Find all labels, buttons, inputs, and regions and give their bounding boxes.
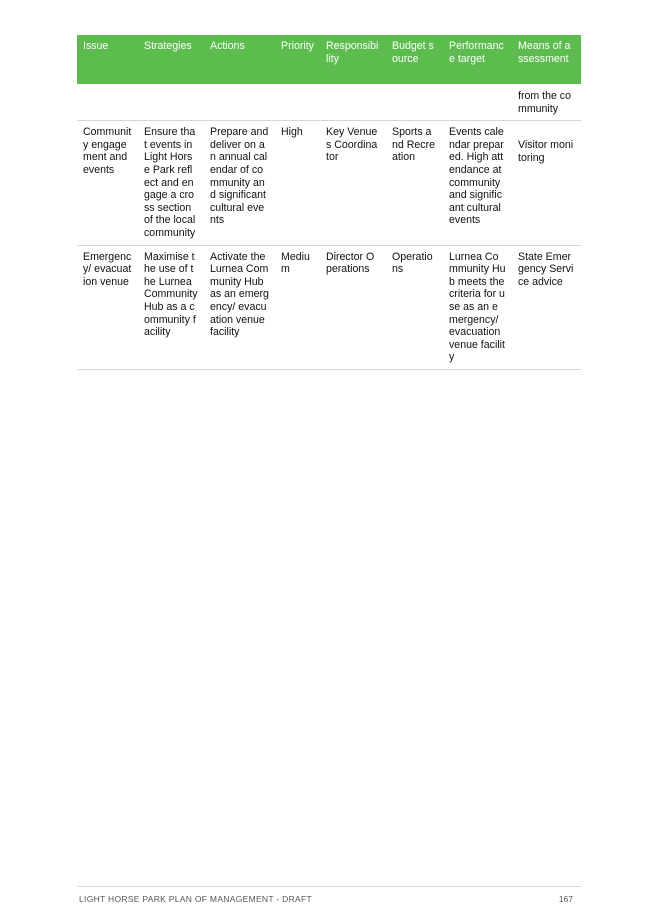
cell-performance-target: Lurnea Community Hub meets the criteria for use as an emergency/ evacuation venue facility: [443, 245, 512, 369]
header-budget-source: Budget source: [386, 35, 443, 84]
header-actions: Actions: [204, 35, 275, 84]
cell-empty: [443, 84, 512, 121]
cell-means: Visitor monitoring: [512, 121, 581, 245]
header-responsibility: Responsibility: [320, 35, 386, 84]
cell-budget-source: Operations: [386, 245, 443, 369]
management-actions-table: [77, 35, 581, 370]
cell-empty: [204, 84, 275, 121]
header-performance-target: Performance target: [443, 35, 512, 84]
cell-empty: [320, 84, 386, 121]
cell-issue: Emergency/ evacuation venue: [77, 245, 138, 369]
cell-priority: High: [275, 121, 320, 245]
header-means-of-assessment: Means of assessment: [512, 35, 581, 84]
cell-empty: [77, 84, 138, 121]
cell-strategies: Maximise the use of the Lurnea Community Hub as a community facility: [138, 245, 204, 369]
header-issue: Issue: [77, 35, 138, 84]
cell-responsibility: Key Venues Coordinator: [320, 121, 386, 245]
cell-empty: [138, 84, 204, 121]
cell-priority: Medium: [275, 245, 320, 369]
header-priority: Priority: [275, 35, 320, 84]
header-strategies: Strategies: [138, 35, 204, 84]
cell-actions: Activate the Lurnea Community Hub as an emergency/ evacuation venue facility: [204, 245, 275, 369]
cell-empty: [275, 84, 320, 121]
cell-budget-source: Sports and Recreation: [386, 121, 443, 245]
footer-title: LIGHT HORSE PARK PLAN OF MANAGEMENT - DRAFT: [79, 894, 312, 904]
cell-strategies: Ensure that events in Light Horse Park reflect and engage a cross section of the local community: [138, 121, 204, 245]
cell-means: from the community: [512, 84, 581, 121]
cell-means: State Emergency Service advice: [512, 245, 581, 369]
table-row: [77, 121, 581, 245]
cell-issue: Community engagement and events: [77, 121, 138, 245]
cell-responsibility: Director Operations: [320, 245, 386, 369]
footer-divider: [77, 886, 581, 887]
cell-empty: [386, 84, 443, 121]
page-number: 167: [558, 894, 573, 904]
table-header-row: [77, 35, 581, 84]
table-row: [77, 245, 581, 369]
table-row-continuation: [77, 84, 581, 121]
cell-performance-target: Events calendar prepared. High attendance at community and significant cultural events: [443, 121, 512, 245]
cell-actions: Prepare and deliver on an annual calendar of community and significant cultural events: [204, 121, 275, 245]
